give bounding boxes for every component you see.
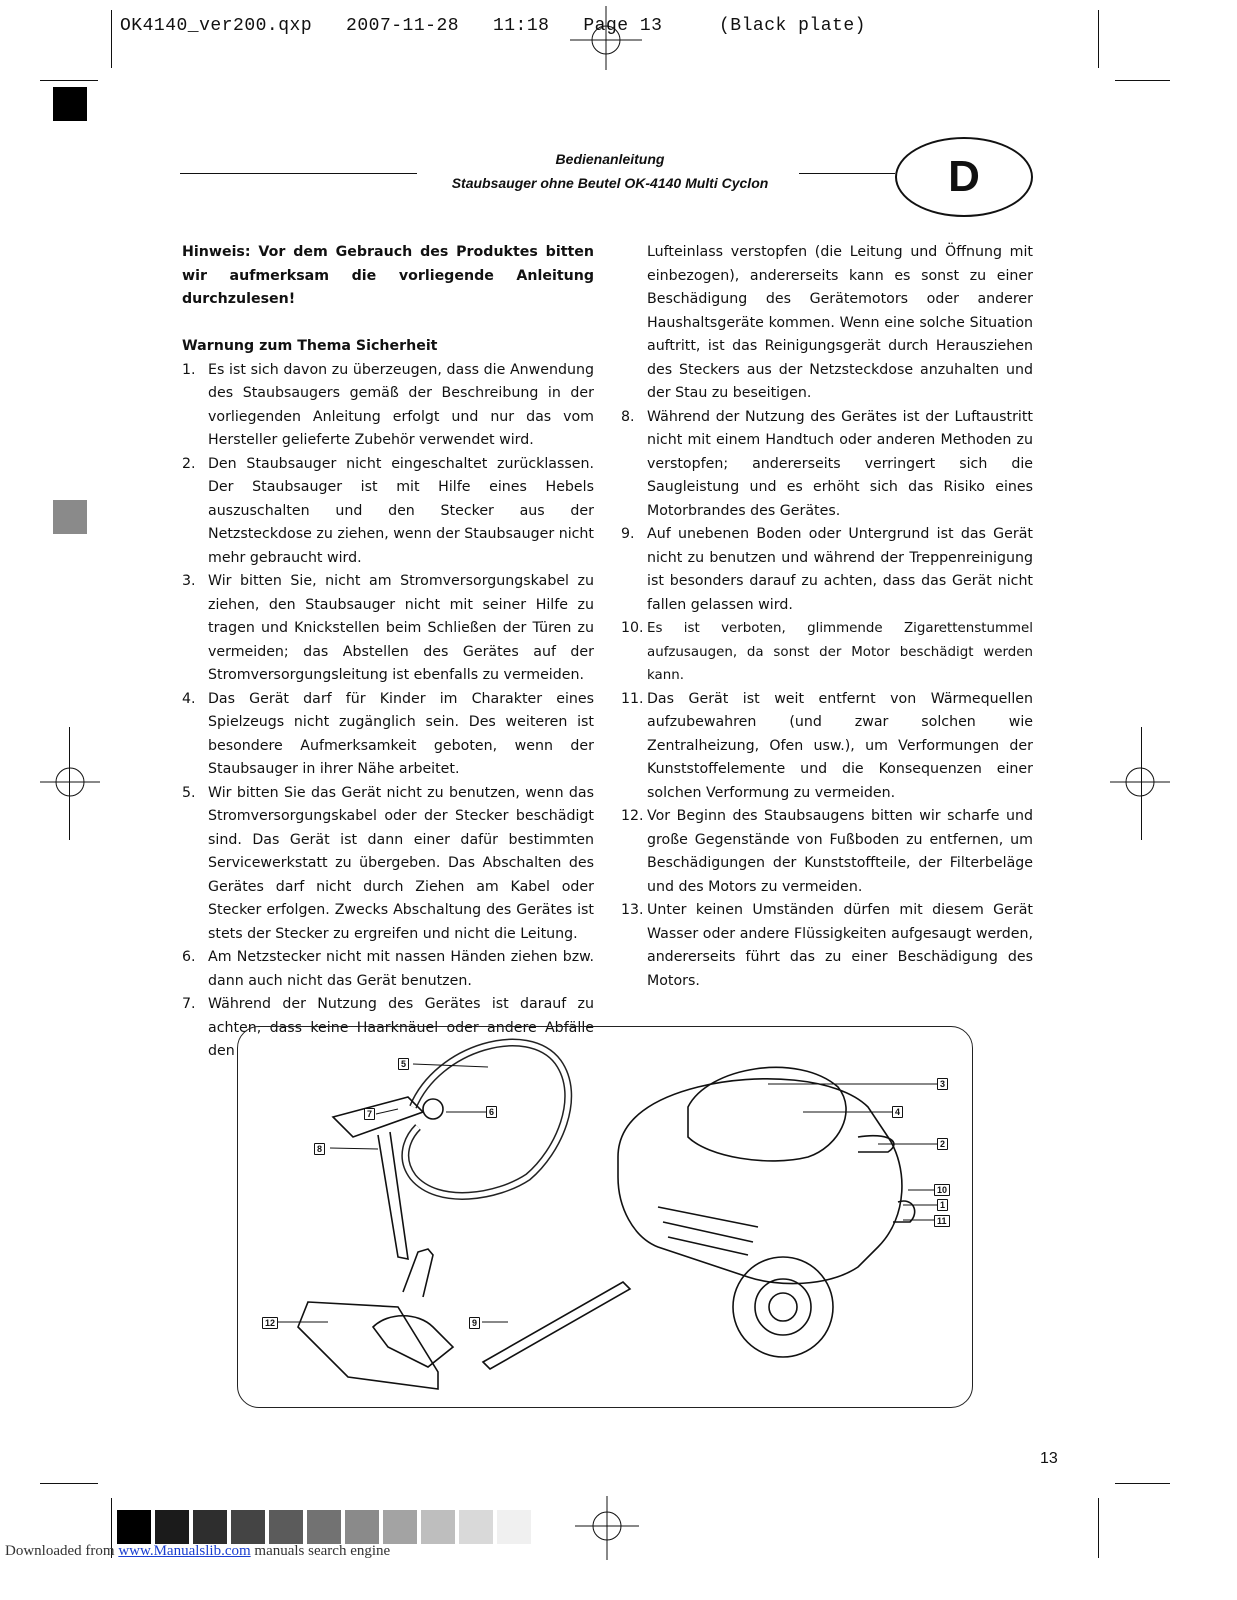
callout-label: 12 <box>262 1317 278 1329</box>
color-swatch <box>383 1510 417 1544</box>
item-text: Es ist verboten, glimmende Zigarettenstummel aufzusaugen, da sonst der Motor beschädigt werden kann. <box>647 621 1033 683</box>
header-rule-right <box>799 173 895 174</box>
manual-type: Bedienanleitung <box>555 151 665 167</box>
list-item <box>182 453 594 571</box>
crop-mark <box>40 80 98 81</box>
list-item <box>621 617 1033 688</box>
page-number: 13 <box>1040 1450 1058 1467</box>
registration-target-icon <box>1110 752 1170 812</box>
item-text: Wir bitten Sie das Gerät nicht zu benutzen, wenn das Stromversorgungskabel oder der Stecker beschädigt sind. Das Gerät ist dann einer dafür bestimmten Servicewerkstatt zu übergeben. Das Abschalten des Gerätes darf nicht durch Ziehen am Kabel oder Stecker erfolgen. Zwecks Abschaltung des Gerätes ist stets der Stecker zu ergreifen und nicht die Leitung. <box>208 784 594 942</box>
item-number: 3. <box>182 573 196 589</box>
item-number: 10. <box>621 620 644 636</box>
item-text: Den Staubsauger nicht eingeschaltet zurücklassen. Der Staubsauger ist mit Hilfe eines Hebels auszuschalten und den Stecker aus der Netzsteckdose zu ziehen, wenn der Staubsauger nicht mehr gebraucht wird. <box>208 455 594 566</box>
item-text: Es ist sich davon zu überzeugen, dass die Anwendung des Staubsaugers gemäß der Beschreibung in der vorliegenden Anleitung erfolgt und nur das vom Hersteller gelieferte Zubehör verwendet wird. <box>208 361 594 448</box>
item-text: Während der Nutzung des Gerätes ist darauf zu achten, dass keine Haarknäuel oder andere Abfälle den <box>208 996 594 1059</box>
callout-label: 1 <box>937 1199 948 1211</box>
callout-label: 4 <box>892 1106 903 1118</box>
item-number: 2. <box>182 455 196 472</box>
crop-mark <box>1098 10 1099 68</box>
item-number: 1. <box>182 361 196 378</box>
item-text: Auf unebenen Boden oder Untergrund ist das Gerät nicht zu benutzen und während der Treppenreinigung ist besonders darauf zu achten, dass das Gerät nicht fallen gelassen wird. <box>647 526 1033 613</box>
callout-label: 11 <box>934 1215 950 1227</box>
color-swatch <box>307 1510 341 1544</box>
callout-label: 7 <box>364 1108 375 1120</box>
crop-mark <box>1098 1498 1099 1558</box>
item-text: Lufteinlass verstopfen (die Leitung und Öffnung mit einbezogen), andererseits kann es sonst zu einer Beschädigung des Gerätemotors oder anderer Haushaltsgeräte kommen. Wenn eine solche Situation auftritt, ist das Reinigungsgerät durch Herausziehen des Steckers aus der Netzsteckdose anzuhalten und der Stau zu beseitigen. <box>647 244 1033 401</box>
item-number: 11. <box>621 690 644 707</box>
callout-label: 6 <box>486 1106 497 1118</box>
color-swatch <box>269 1510 303 1544</box>
left-column <box>182 241 594 1064</box>
crop-mark <box>1115 1483 1170 1484</box>
list-item <box>621 406 1033 524</box>
item-number: 6. <box>182 949 196 965</box>
registration-target-icon <box>40 752 100 812</box>
list-item <box>621 688 1033 806</box>
crop-mark <box>1115 80 1170 81</box>
item-number: 5. <box>182 784 196 801</box>
registration-target-icon <box>570 6 642 70</box>
registration-target-icon <box>575 1496 639 1560</box>
list-item <box>182 946 594 993</box>
crop-mark <box>111 10 112 68</box>
footer-prefix: Downloaded from <box>5 1543 119 1559</box>
color-swatch <box>155 1510 189 1544</box>
callout-label: 8 <box>314 1143 325 1155</box>
callout-label: 5 <box>398 1058 409 1070</box>
gray-registration-square <box>53 500 87 534</box>
callout-label: 3 <box>937 1078 948 1090</box>
section-title: Warnung zum Thema Sicherheit <box>182 338 438 354</box>
callout-label: 2 <box>937 1138 948 1150</box>
list-item <box>182 688 594 782</box>
item-text: Wir bitten Sie, nicht am Stromversorgungskabel zu ziehen, den Staubsauger nicht mit seiner Hilfe zu tragen und Knickstellen beim Schließen der Türen zu vermeiden; das Abstellen des Gerätes auf der Stromversorgungsleitung ist ebenfalls zu vermeiden. <box>208 573 594 683</box>
color-swatch <box>193 1510 227 1544</box>
header-rule-left <box>180 173 417 174</box>
vacuum-parts-illustration <box>238 1027 972 1407</box>
item-text: Vor Beginn des Staubsaugens bitten wir scharfe und große Gegenstände von Fußboden zu entfernen, um Beschädigungen der Kunststoffteile, der Filterbeläge und des Motors zu vermeiden. <box>647 808 1033 895</box>
list-item <box>621 523 1033 617</box>
item-text: Während der Nutzung des Gerätes ist der Luftaustritt nicht mit einem Handtuch oder anderen Methoden zu verstopfen; andererseits verringert sich die Saugleistung und es erhöht sich das Risiko eines Motorbrandes des Gerätes. <box>647 408 1033 519</box>
callout-label: 10 <box>934 1184 950 1196</box>
crop-mark <box>40 1483 98 1484</box>
print-slug: OK4140_ver200.qxp 2007-11-28 11:18 Page 13 (Black plate) <box>120 16 866 36</box>
product-title: Staubsauger ohne Beutel OK-4140 Multi Cyclon <box>451 175 769 191</box>
color-swatch <box>231 1510 265 1544</box>
color-swatch <box>345 1510 379 1544</box>
manualslib-link[interactable]: www.Manualslib.com <box>118 1543 251 1559</box>
list-item-continuation <box>621 241 1033 406</box>
color-swatch <box>459 1510 493 1544</box>
list-item <box>182 570 594 688</box>
download-footer <box>5 1543 390 1560</box>
item-number: 9. <box>621 526 635 542</box>
item-text: Das Gerät darf für Kinder im Charakter eines Spielzeugs nicht zugänglich sein. Des weiteren ist besondere Aufmerksamkeit geboten, wenn der Staubsauger in ihrer Nähe arbeitet. <box>208 690 594 777</box>
item-number: 8. <box>621 408 635 425</box>
list-item <box>621 805 1033 899</box>
item-number: 12. <box>621 808 644 824</box>
color-swatch <box>497 1510 531 1544</box>
list-item <box>182 359 594 453</box>
footer-suffix: manuals search engine <box>250 1543 391 1559</box>
item-text: Das Gerät ist weit entfernt von Wärmequellen aufzubewahren (und zwar solchen wie Zentralheizung, Ofen usw.), um Verformungen der Kunststoffelemente und die Konsequenzen einer solchen Verformung zu vermeiden. <box>647 690 1033 801</box>
color-swatch <box>421 1510 455 1544</box>
item-text: Unter keinen Umständen dürfen mit diesem Gerät Wasser oder andere Flüssigkeiten aufgesaugt werden, andererseits führt das zu einer Beschädigung des Motors. <box>647 902 1033 989</box>
color-swatch <box>117 1510 151 1544</box>
list-item <box>182 782 594 947</box>
item-number: 13. <box>621 902 644 918</box>
usage-note: Hinweis: Vor dem Gebrauch des Produktes bitten wir aufmerksam die vorliegende Anleitung durchzulesen! <box>182 244 594 307</box>
right-column <box>621 241 1033 993</box>
black-registration-square <box>53 87 87 121</box>
item-text: Am Netzstecker nicht mit nassen Händen ziehen bzw. dann auch nicht das Gerät benutzen. <box>208 949 594 989</box>
item-number: 4. <box>182 690 196 707</box>
callout-label: 9 <box>469 1317 480 1329</box>
list-item <box>621 899 1033 993</box>
language-badge: D <box>895 137 1033 217</box>
item-number: 7. <box>182 996 196 1012</box>
